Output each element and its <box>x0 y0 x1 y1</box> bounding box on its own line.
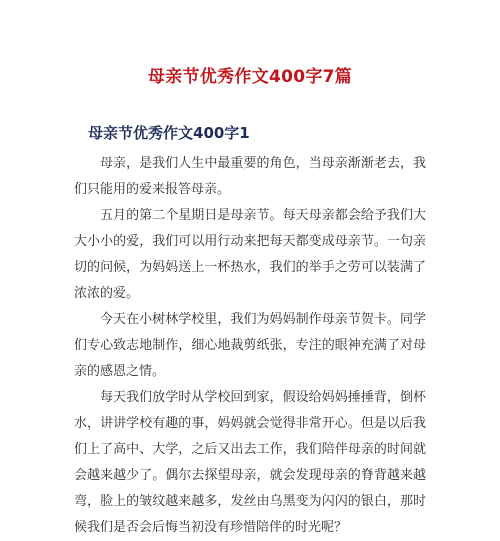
paragraph: 今天在小树林学校里，我们为妈妈制作母亲节贺卡。同学们专心致志地制作，细心地裁剪纸张，专注的眼神充满了对母亲的感恩之情。 <box>74 312 426 379</box>
section-title: 母亲节优秀作文400字1 <box>88 124 250 142</box>
paragraph: 母亲，是我们人生中最重要的角色，当母亲渐渐老去，我们只能用的爱来报答母亲。 <box>74 156 426 197</box>
paragraph: 每天我们放学时从学校回到家，假设给妈妈捶捶背，倒杯水，讲讲学校有趣的事，妈妈就会觉得非常开心。但是以后我们上了高中、大学，之后又出去工作，我们陪伴母亲的时间就会越来越少了。偶尔去探望母亲，就会发现母亲的脊背越来越弯，脸上的皱纹越来越多，发丝由乌黑变为闪闪的银白，那时候我们是否会后悔当初没有珍惜陪伴的时光呢？ <box>74 390 426 535</box>
paragraph: 五月的第二个星期日是母亲节。每天母亲都会给予我们大大小小的爱，我们可以用行动来把每天都变成母亲节。一句亲切的问候，为妈妈送上一杯热水，我们的举手之劳可以装满了浓浓的爱。 <box>74 208 426 301</box>
document-title: 母亲节优秀作文400字7篇 <box>147 67 353 87</box>
article-body <box>74 151 426 541</box>
